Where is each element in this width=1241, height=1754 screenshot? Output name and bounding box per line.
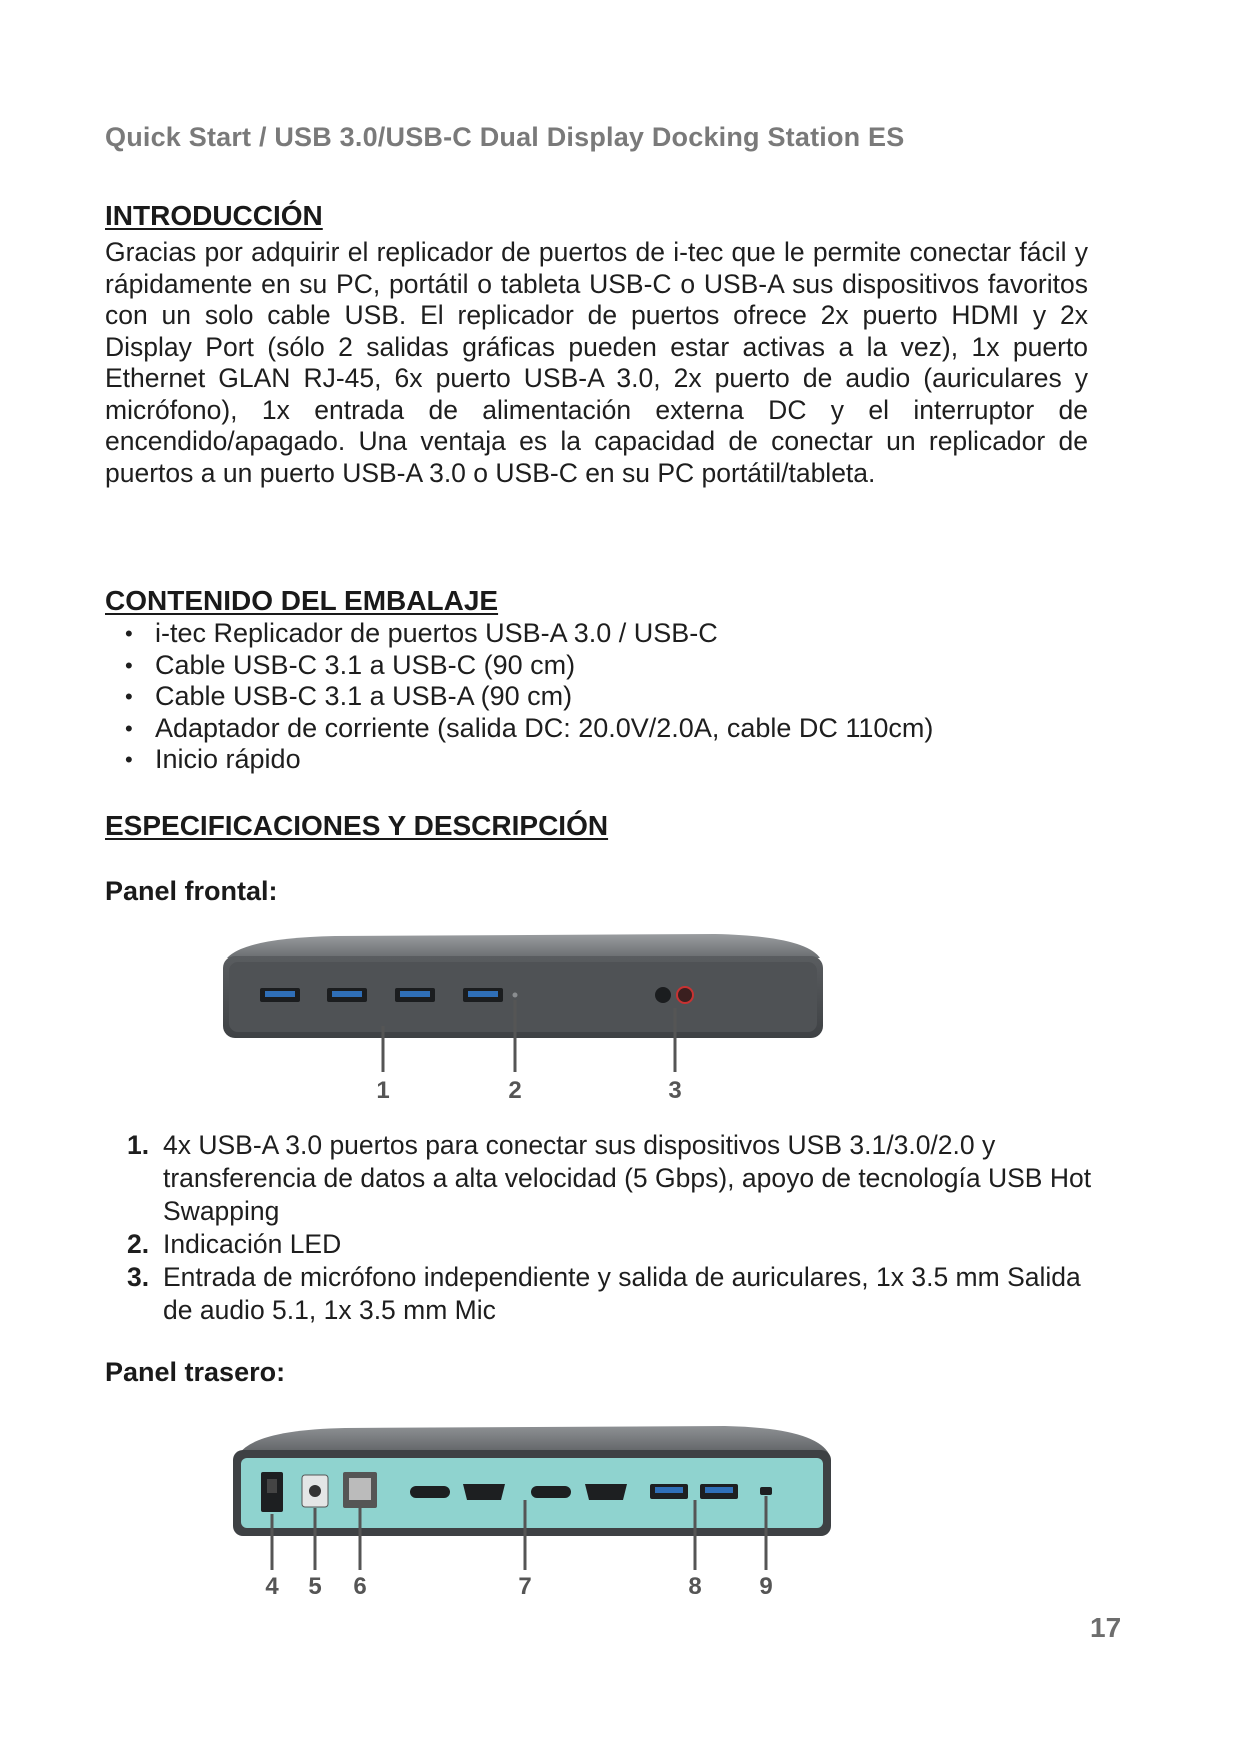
contents-list (105, 618, 933, 776)
front-panel-list (105, 1129, 1105, 1327)
front-panel-image (215, 930, 835, 1105)
list-item: • i-tec Replicador de puertos USB-A 3.0 / USB-C (105, 618, 933, 650)
list-item (105, 1129, 1105, 1228)
callout-2: 2 (508, 1077, 522, 1104)
callout-8: 8 (688, 1573, 702, 1600)
list-item: • Cable USB-C 3.1 a USB-A (90 cm) (105, 681, 933, 713)
document-header: Quick Start / USB 3.0/USB-C Dual Display Docking Station ES (105, 122, 905, 152)
callout-3: 3 (668, 1077, 682, 1104)
lock-slot-icon (760, 1487, 772, 1495)
front-panel-label: Panel frontal: (105, 876, 278, 906)
contents-heading: CONTENIDO DEL EMBALAJE (105, 585, 499, 616)
rear-panel-image (225, 1422, 845, 1602)
list-item: • Adaptador de corriente (salida DC: 20.0V/2.0A, cable DC 110cm) (105, 713, 933, 745)
list-item: • Inicio rápido (105, 744, 933, 776)
callout-1: 1 (376, 1077, 390, 1104)
specs-heading: ESPECIFICACIONES Y DESCRIPCIÓN (105, 810, 609, 841)
mic-jack-icon (677, 987, 693, 1003)
intro-paragraph: Gracias por adquirir el replicador de puertos de i-tec que le permite conectar fácil y rápidamente en su PC, portátil o tableta USB-C o USB-A sus dispositivos favoritos con un solo cable USB. El replicador de puertos ofrece 2x puerto HDMI y 2x Display Port (sólo 2 salidas gráficas pueden estar activas a la vez), 1x puerto Ethernet GLAN RJ-45, 6x puerto USB-A 3.0, 2x puerto de audio (auriculares y micrófono), 1x entrada de alimentación externa DC y el interruptor de encendido/apagado. Una ventaja es la capacidad de conectar un replicador de puertos a un puerto USB-A 3.0 o USB-C en su PC portátil/tableta. (105, 237, 1088, 488)
item-number: 2. (127, 1229, 150, 1259)
list-item (105, 1228, 1105, 1261)
item-number: 1. (127, 1130, 150, 1160)
led-indicator (513, 993, 518, 998)
callout-6: 6 (353, 1573, 367, 1600)
item-text: 4x USB-A 3.0 puertos para conectar sus dispositivos USB 3.1/3.0/2.0 y transferencia de datos a alta velocidad (5 Gbps), apoyo de tecnología USB Hot Swapping (163, 1130, 1092, 1226)
callout-9: 9 (759, 1573, 773, 1600)
audio-jack-icon (655, 987, 671, 1003)
list-item (105, 1261, 1105, 1327)
item-number: 3. (127, 1262, 150, 1292)
rear-panel-label: Panel trasero: (105, 1357, 286, 1387)
page-number: 17 (1090, 1612, 1122, 1643)
callout-5: 5 (308, 1573, 322, 1600)
intro-heading: INTRODUCCIÓN (105, 200, 323, 231)
item-text: Indicación LED (163, 1229, 342, 1259)
item-text: Entrada de micrófono independiente y salida de auriculares, 1x 3.5 mm Salida de audio 5.1, 1x 3.5 mm Mic (163, 1262, 1081, 1325)
callout-4: 4 (265, 1573, 279, 1600)
list-item: • Cable USB-C 3.1 a USB-C (90 cm) (105, 650, 933, 682)
callout-7: 7 (518, 1573, 532, 1600)
